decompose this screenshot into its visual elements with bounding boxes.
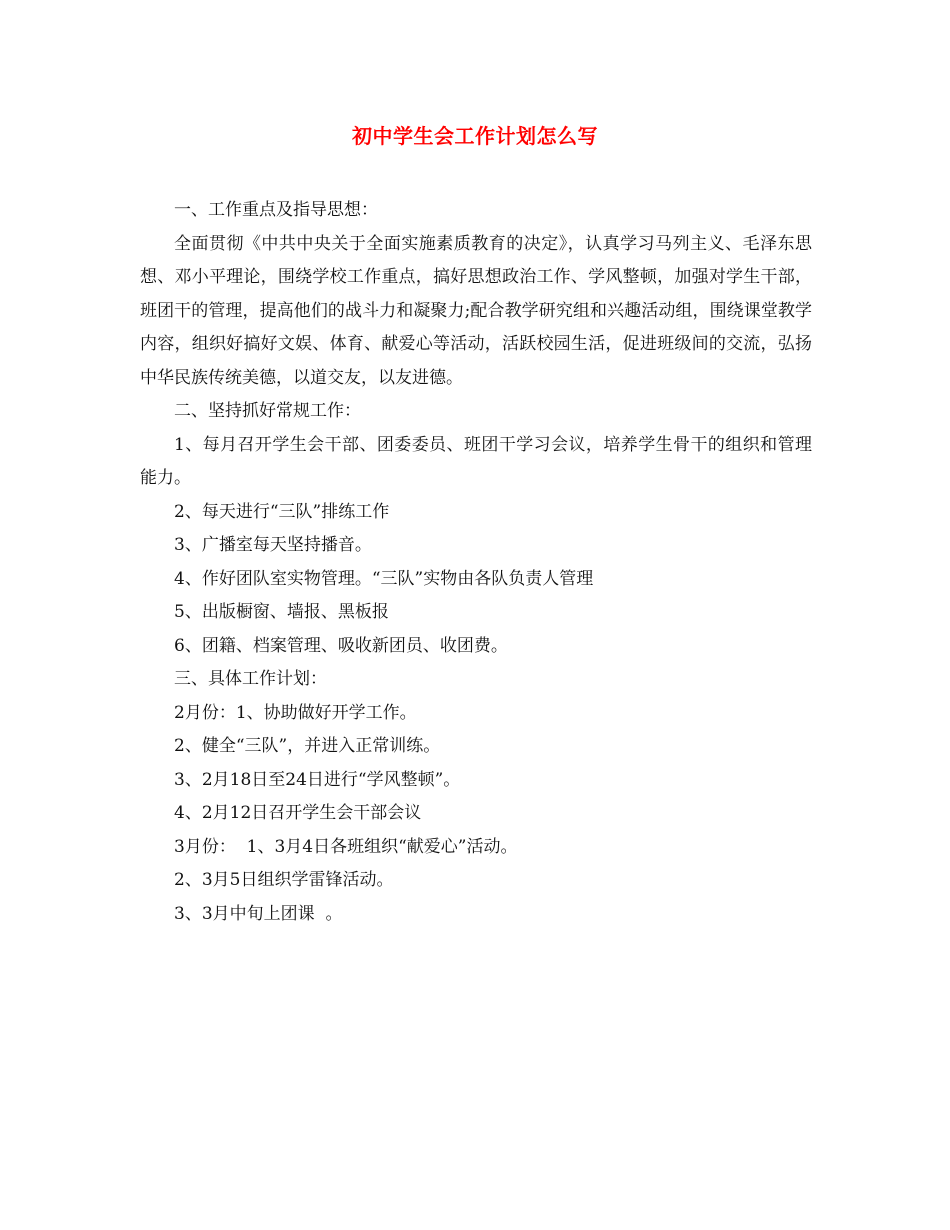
plan-february-4: 4、2月12日召开学生会干部会议	[174, 803, 422, 823]
plan-march-1: 3月份： 1、3月4日各班组织“献爱心”活动。	[174, 836, 518, 857]
routine-item-4: 4、作好团队室实物管理。“三队”实物由各队负责人管理	[174, 568, 594, 589]
section-heading-2: 二、坚持抓好常规工作：	[174, 401, 361, 421]
section-heading-1: 一、工作重点及指导思想：	[174, 200, 378, 220]
routine-item-3: 3、广播室每天坚持播音。	[174, 535, 372, 555]
routine-item-6: 6、团籍、档案管理、吸收新团员、收团费。	[174, 635, 508, 656]
plan-february-1: 2月份：1、协助做好开学工作。	[174, 702, 417, 723]
plan-february-2: 2、健全“三队”，并进入正常训练。	[174, 736, 441, 756]
routine-item-5: 5、出版橱窗、墙报、黑板报	[174, 602, 389, 622]
plan-march-2: 2、3月5日组织学雷锋活动。	[174, 870, 394, 890]
plan-march-3: 3、3月中旬上团课 。	[174, 903, 343, 924]
document-body	[140, 194, 812, 931]
plan-february-3: 3、2月18日至24日进行“学风整顿”。	[174, 769, 461, 790]
routine-item-2: 2、每天进行“三队”排练工作	[174, 501, 390, 522]
routine-item-1: 1、每月召开学生会干部、团委委员、班团干学习会议，培养学生骨干的组织和管理能力。	[140, 434, 812, 488]
section-heading-3: 三、具体工作计划：	[174, 669, 327, 689]
paragraph-guiding-ideology: 全面贯彻《中共中央关于全面实施素质教育的决定》，认真学习马列主义、毛泽东思想、邓小平理论，围绕学校工作重点，搞好思想政治工作、学风整顿，加强对学生干部，班团干的管理，提高他们的战斗力和凝聚力;配合教学研究组和兴趣活动组，围绕课堂教学内容，组织好搞好文娱、体育、献爱心等活动，活跃校园生活，促进班级间的交流，弘扬中华民族传统美德，以道交友，以友进德。	[140, 233, 812, 388]
document-title: 初中学生会工作计划怎么写	[352, 124, 598, 148]
